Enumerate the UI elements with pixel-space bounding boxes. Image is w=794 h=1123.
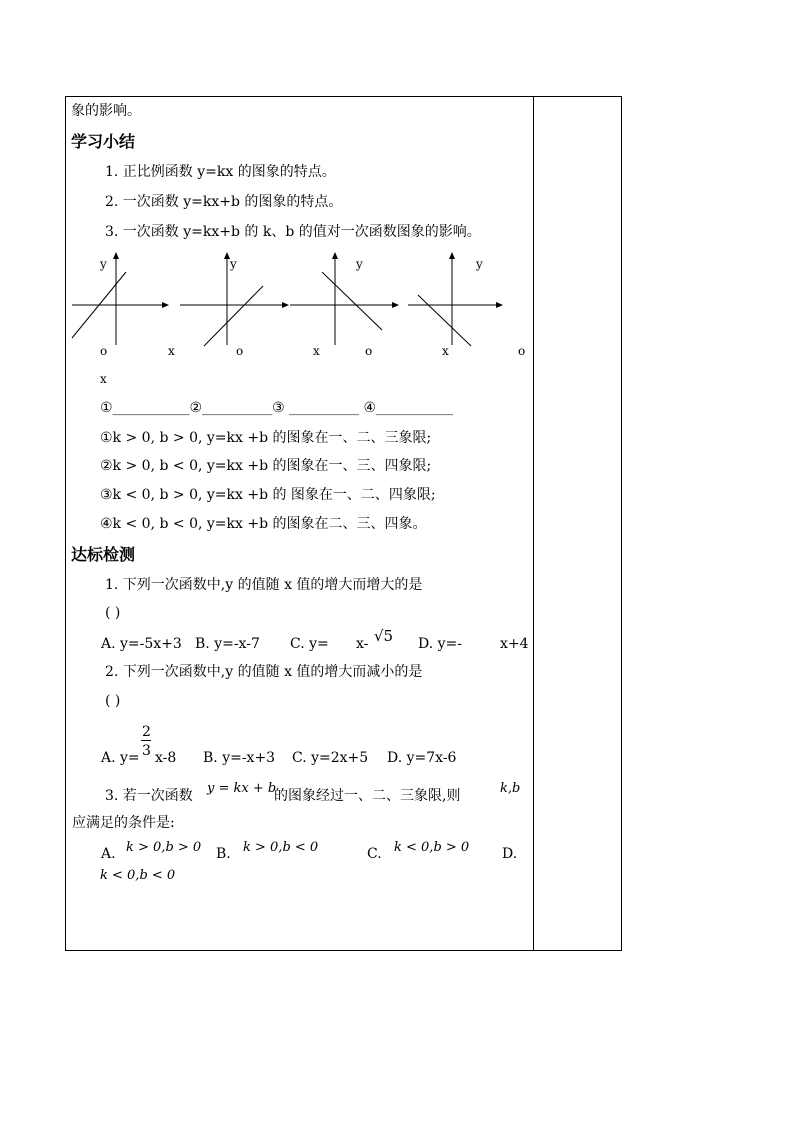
q3-option-a: k > 0,b > 0: [126, 840, 202, 855]
label-y1: y: [100, 257, 107, 271]
q3-option-b: k > 0,b < 0: [243, 840, 319, 855]
label-x1: x: [168, 344, 175, 358]
q2-paren: ( ): [105, 693, 121, 709]
test-heading: 达标检测: [71, 545, 136, 564]
label-o2: o: [236, 344, 244, 358]
case-2: ②k > 0, b < 0, y=kx +b 的图象在一、三、四象限;: [100, 458, 432, 474]
q1-option-c-x: x-: [356, 636, 369, 652]
q3-formula: y = kx + b: [207, 781, 277, 796]
q2-option-c: C. y=2x+5: [292, 750, 369, 766]
top-line: 象的影响。: [71, 103, 141, 119]
q2-frac-bar: [141, 740, 151, 741]
summary-item-2: 2. 一次函数 y=kx+b 的图象的特点。: [105, 194, 343, 210]
label-o3: o: [365, 344, 373, 358]
label-y2: y: [230, 257, 237, 271]
q3-stem-end: 应满足的条件是:: [72, 815, 175, 831]
q1-option-b: B. y=-x-7: [195, 636, 260, 652]
q1-option-c-sqrt: √5: [374, 627, 394, 645]
q1-option-a: A. y=-5x+3: [101, 636, 182, 652]
q2-frac-denominator: 3: [142, 743, 151, 759]
q1-option-d: D. y=-: [418, 636, 462, 652]
q1-stem: 1. 下列一次函数中,y 的值随 x 值的增大而增大的是: [105, 577, 423, 593]
label-y3: y: [356, 257, 363, 271]
case-1: ①k > 0, b > 0, y=kx +b 的图象在一、二、三象限;: [100, 430, 432, 446]
label-x4: x: [100, 372, 107, 386]
blanks-line: ①___________②__________③ __________ ④___________: [100, 400, 454, 416]
q2-option-d: D. y=7x-6: [387, 750, 457, 766]
graphs-figure: [0, 0, 794, 400]
q1-paren: ( ): [105, 605, 121, 621]
q3-option-a-label: A.: [101, 846, 116, 862]
q1-option-c: C. y=: [290, 636, 329, 652]
q3-vars: k,b: [500, 781, 521, 796]
q3-option-b-label: B.: [216, 846, 231, 862]
q2-option-a: A. y=: [101, 750, 140, 766]
case-3: ③k < 0, b > 0, y=kx +b 的 图象在一、二、四象限;: [100, 487, 436, 503]
q3-stem-mid: 的图象经过一、二、三象限,则: [274, 788, 461, 804]
q3-stem-start: 3. 若一次函数: [105, 788, 193, 804]
label-o4: o: [518, 344, 526, 358]
summary-item-3: 3. 一次函数 y=kx+b 的 k、b 的值对一次函数图象的影响。: [105, 224, 481, 240]
label-x3: x: [442, 344, 449, 358]
q3-option-c: k < 0,b > 0: [394, 840, 470, 855]
label-o1: o: [100, 344, 108, 358]
q2-stem: 2. 下列一次函数中,y 的值随 x 值的增大而减小的是: [105, 664, 423, 680]
graph-line-2: [204, 286, 263, 346]
q2-frac-numerator: 2: [142, 724, 151, 740]
q2-option-a-x: x-8: [155, 750, 177, 766]
graph-line-4: [418, 295, 471, 346]
summary-heading: 学习小结: [71, 132, 136, 151]
graph-line-3: [322, 272, 382, 330]
q3-option-d-label: D.: [502, 846, 518, 862]
label-y4: y: [476, 257, 483, 271]
summary-item-1: 1. 正比例函数 y=kx 的图象的特点。: [105, 164, 336, 180]
label-x2: x: [313, 344, 320, 358]
q3-option-c-label: C.: [367, 846, 382, 862]
q3-option-d: k < 0,b < 0: [100, 868, 176, 883]
q1-option-d-x: x+4: [500, 636, 529, 652]
case-4: ④k < 0, b < 0, y=kx +b 的图象在二、三、四象。: [100, 516, 427, 532]
q2-option-b: B. y=-x+3: [203, 750, 276, 766]
